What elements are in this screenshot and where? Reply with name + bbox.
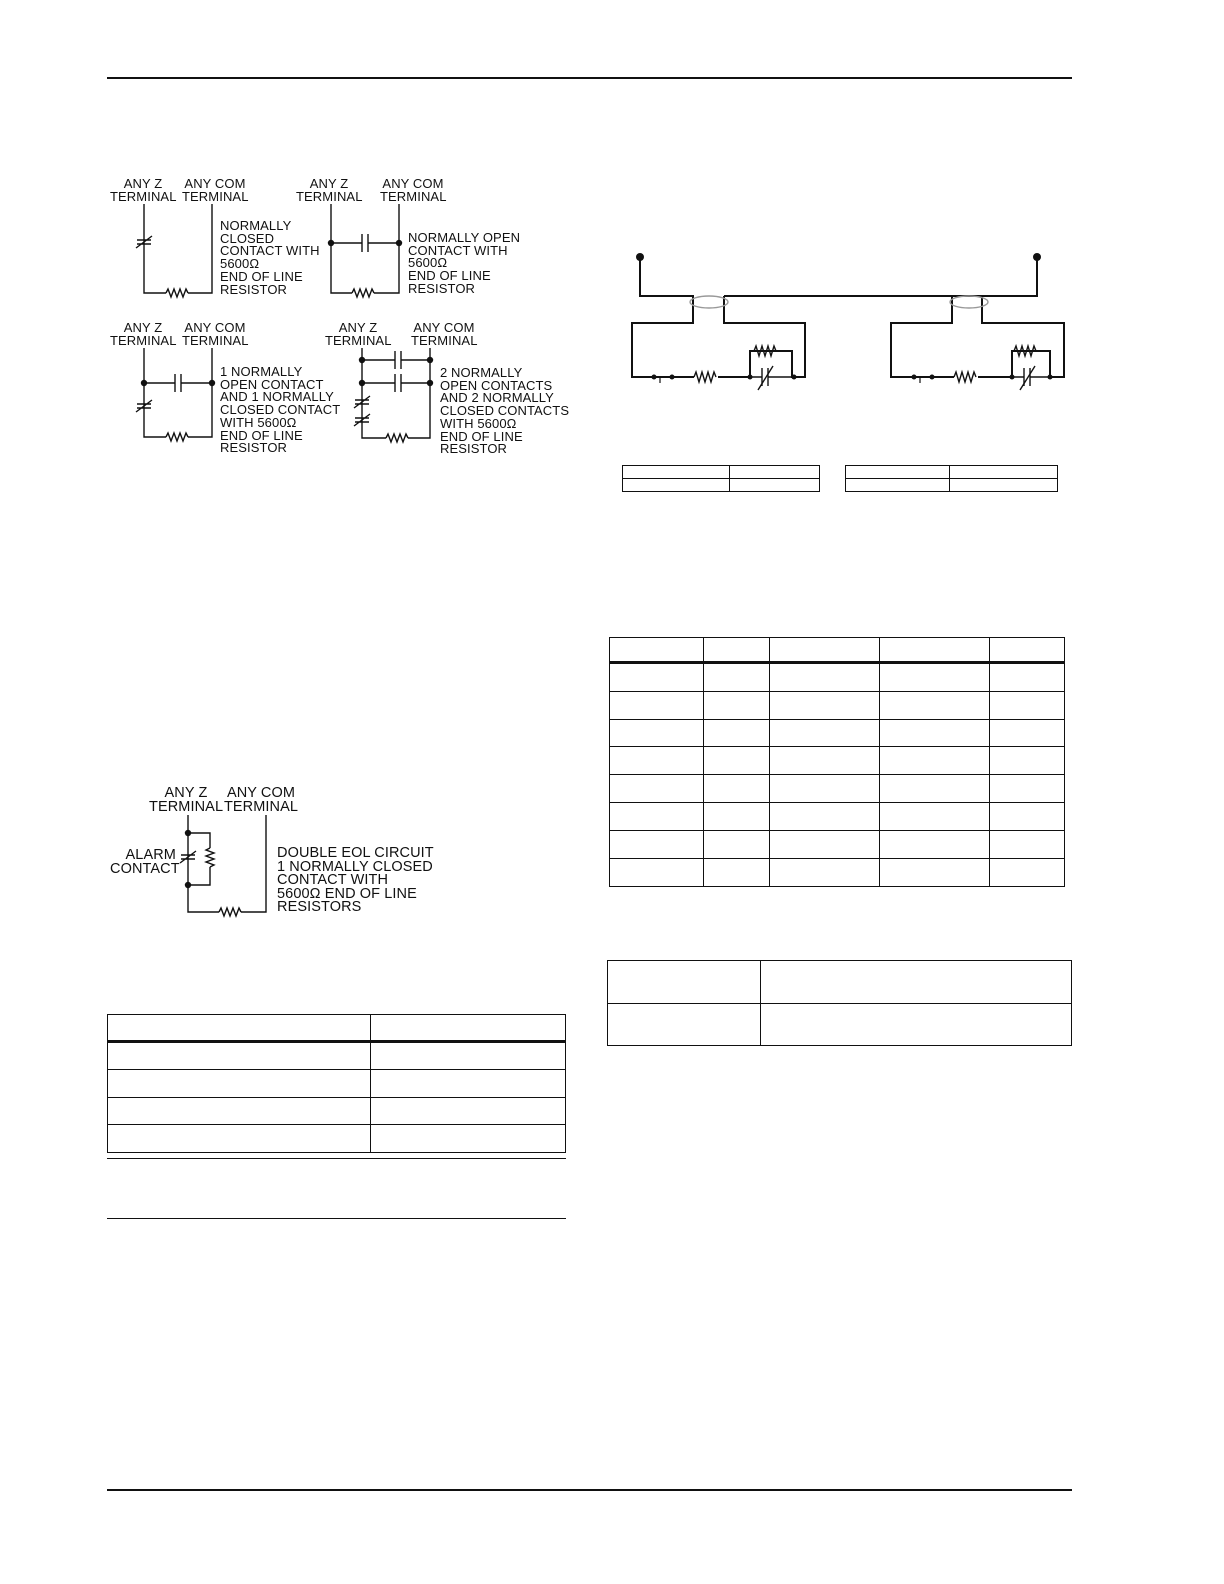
diagram-nc-circuit [136,204,212,297]
nc-com-terminal-label: ANY COM TERMINAL [182,176,249,204]
diagram-mix-circuit [136,348,212,441]
mix-z-terminal-label: ANY Z TERMINAL [110,320,177,348]
mix-com-terminal-label: ANY COM TERMINAL [182,320,249,348]
no-description: NORMALLY OPEN CONTACT WITH 5600Ω END OF LINE RESISTOR [408,230,521,296]
note-table [607,960,1072,1046]
loop-left-ferrite [690,296,728,308]
resistor-table [107,1014,566,1153]
diagram-double-eol-circuit [180,815,266,916]
note-rule-top [107,1158,566,1159]
no-z-terminal-label: ANY Z TERMINAL [296,176,363,204]
deol-description: DOUBLE EOL CIRCUIT 1 NORMALLY CLOSED CONTACT WITH 5600Ω END OF LINE RESISTORS [277,845,434,915]
loop-right-table [845,465,1058,492]
diagram-no-circuit [331,204,399,297]
deol-alarm-contact-label: ALARM CONTACT [110,847,180,877]
double-mix-z-terminal-label: ANY Z TERMINAL [325,320,392,348]
note-rule-bottom [107,1218,566,1219]
double-mix-com-terminal-label: ANY COM TERMINAL [411,320,478,348]
double-mix-description: 2 NORMALLY OPEN CONTACTS AND 2 NORMALLY CLOSED CONTACTS WITH 5600Ω END OF LINE RESISTOR [440,365,570,457]
nc-z-terminal-label: ANY Z TERMINAL [110,176,177,204]
nc-description: NORMALLY CLOSED CONTACT WITH 5600Ω END OF LINE RESISTOR [220,218,320,297]
zone-table [609,637,1065,887]
mix-description: 1 NORMALLY OPEN CONTACT AND 1 NORMALLY CLOSED CONTACT WITH 5600Ω END OF LINE RESISTOR [220,364,341,456]
loop-left-table [622,465,820,492]
deol-z-terminal-label: ANY Z TERMINAL [149,785,224,815]
diagram-double-mix-circuit [354,348,430,442]
deol-com-terminal-label: ANY COM TERMINAL [223,785,299,815]
no-com-terminal-label: ANY COM TERMINAL [380,176,447,204]
